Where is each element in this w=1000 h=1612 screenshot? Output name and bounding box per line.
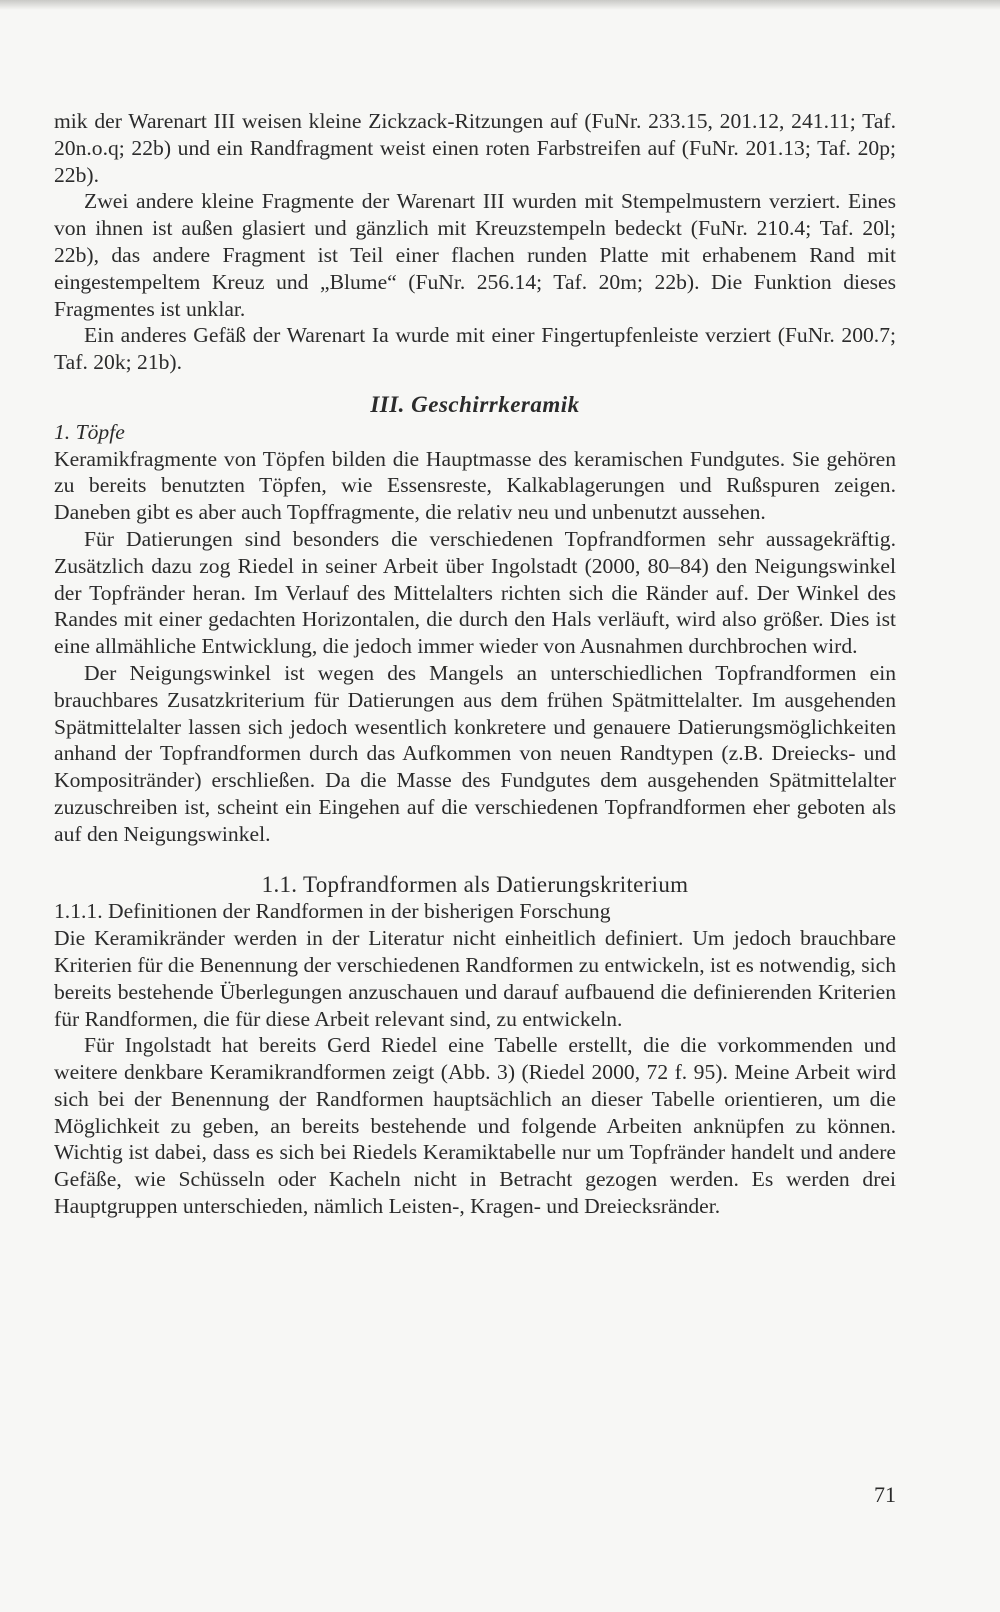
paragraph-toepfe-3: Der Neigungswinkel ist wegen des Mangels an unterschiedlichen Topfrandformen ein brauchbares Zusatzkriterium für Datierungen aus dem frühen Spätmittelalter. Im ausgehenden Spätmittelalter lassen sich jedoch wesentlich konkretere und genauere Datierungsmöglichkeiten anhand der Topfrandformen durch das Aufkommen von neuen Randtypen (z.B. Dreiecks- und Kompositränder) erschließen. Da die Masse des Fundgutes dem ausgehenden Spätmittelalter zuzuschreiben ist, scheint ein Eingehen auf die verschiedenen Topfrandformen eher geboten als auf den Neigungswinkel. (54, 660, 896, 846)
paragraph-toepfe-2: Für Datierungen sind besonders die verschiedenen Topfrandformen sehr aussagekräftig. Zusätzlich dazu zog Riedel in seiner Arbeit über Ingolstadt (2000, 80–84) den Neigungswinkel der Topfränder heran. Im Verlauf des Mittelalters richten sich die Ränder auf. Der Winkel des Randes mit einer gedachten Horizontalen, die durch den Hals verläuft, wird also größer. Dies ist eine allmähliche Entwicklung, die jedoch immer wieder von Ausnahmen durchbrochen wird. (54, 526, 896, 659)
main-text-column (54, 108, 896, 1220)
heading-topfrandformen: 1.1. Topfrandformen als Datierungskriterium (261, 871, 689, 897)
scan-edge-shadow (0, 0, 1000, 10)
heading-definitionen: 1.1.1. Definitionen der Randformen in der bisherigen Forschung (54, 899, 611, 924)
section-heading-geschirrkeramik: III. Geschirrkeramik (370, 391, 580, 417)
page-number: 71 (874, 1482, 896, 1507)
subsection-heading-toepfe: 1. Töpfe (54, 419, 125, 444)
paragraph-definitionen-1: Die Keramikränder werden in der Literatur nicht einheitlich definiert. Um jedoch brauchbare Kriterien für die Benennung der verschiedenen Randformen zu entwickeln, ist es notwendig, sich bereits bestehende Überlegungen anzuschauen und darauf aufbauend die definierenden Kriterien für Randformen, die für diese Arbeit relevant sind, zu entwickeln. (54, 926, 896, 1031)
paragraph-definitionen-2: Für Ingolstadt hat bereits Gerd Riedel eine Tabelle erstellt, die die vorkommenden und weitere denkbare Keramikrandformen zeigt (Abb. 3) (Riedel 2000, 72 f. 95). Meine Arbeit wird sich bei der Benennung der Randformen hauptsächlich an dieser Tabelle orientieren, um die Möglichkeit zu geben, an bereits bestehende und folgende Arbeiten anknüpfen zu können. Wichtig ist dabei, dass es sich bei Riedels Keramiktabelle nur um Topfränder handelt und andere Gefäße, wie Schüsseln oder Kacheln nicht in Betracht gezogen werden. Es werden drei Hauptgruppen unterschieden, nämlich Leisten-, Kragen- und Dreiecksränder. (54, 1033, 896, 1219)
paragraph-intro-1: mik der Warenart III weisen kleine Zickzack-Ritzungen auf (FuNr. 233.15, 201.12, 241.11; Taf. 20n.o.q; 22b) und ein Randfragment weist einen roten Farbstreifen auf (FuNr. 201.13; Taf. 20p; 22b). (54, 109, 896, 187)
paragraph-toepfe-1: Keramikfragmente von Töpfen bilden die Hauptmasse des keramischen Fundgutes. Sie gehören zu bereits benutzten Töpfen, wie Essensreste, Kalkablagerungen und Rußspuren zeigen. Daneben gibt es aber auch Topffragmente, die relativ neu und unbenutzt aussehen. (54, 446, 896, 525)
paragraph-intro-2: Zwei andere kleine Fragmente der Warenart III wurden mit Stempelmustern verziert. Eines von ihnen ist außen glasiert und gänzlich mit Kreuzstempeln bedeckt (FuNr. 210.4; Taf. 20l; 22b), das andere Fragment ist Teil einer flachen runden Platte mit erhabenem Rand mit eingestempeltem Kreuz und „Blume“ (FuNr. 256.14; Taf. 20m; 22b). Die Funktion dieses Fragmentes ist unklar. (54, 189, 896, 321)
paragraph-intro-3: Ein anderes Gefäß der Warenart Ia wurde mit einer Fingertupfenleiste verziert (FuNr. 200.7; Taf. 20k; 21b). (54, 323, 896, 375)
